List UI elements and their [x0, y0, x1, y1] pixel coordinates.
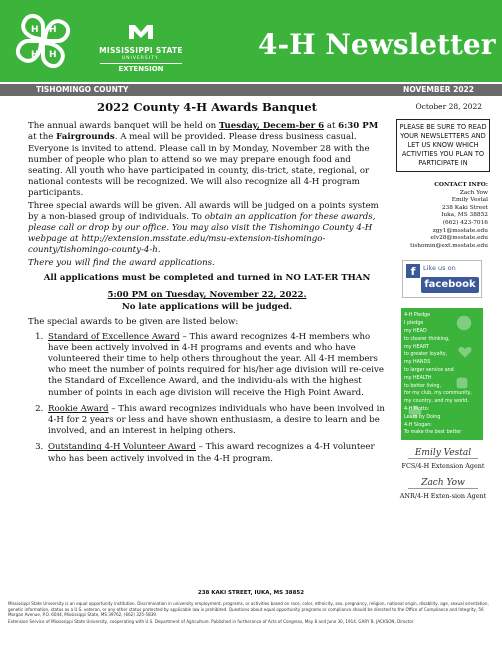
pledge-line: to better living,	[404, 383, 441, 389]
contact-email[interactable]: zgy1@msstate.edu	[432, 227, 488, 234]
text-run: Three special awards will be given. All awards will be judged on a points system by a non-biased group of individuals. To	[28, 200, 379, 222]
svg-text:H: H	[49, 50, 57, 60]
article-paragraph-1	[28, 121, 386, 199]
sidebar	[396, 102, 490, 500]
contact-line: (662) 423-7016	[442, 219, 488, 226]
agent-title: FCS/4-H Extension Agent	[401, 462, 485, 471]
pledge-line: my country, and my world.	[404, 399, 469, 405]
pledge-line: to clearer thinking,	[404, 336, 450, 342]
pledge-line: 4-H Slogan:	[404, 422, 432, 428]
award-text: – This award recognizes 4-H members who have been actively involved in 4-H programs and events and who have volunteered their time to help others throughout the year. All 4-H members who meet the number of points required for his/her age division will re-ceive the Standard of Excellence Award, and the individu-als with the highest number of points in each age division will receive the High Point Award.	[48, 331, 384, 398]
msu-name: MISSISSIPPI STATE	[99, 46, 183, 55]
4h-pledge-panel	[401, 308, 483, 440]
pledge-line: 4-H Motto:	[404, 406, 430, 412]
contact-info	[396, 182, 490, 250]
4h-clover-logo	[8, 6, 78, 76]
pledge-line: my HEALTH	[404, 375, 432, 381]
award-name: Standard of Excellence Award	[48, 331, 180, 342]
pledge-line: I pledge	[404, 321, 424, 327]
banquet-place: Fairgrounds	[56, 132, 115, 143]
contact-line: Iuka, MS 38852	[441, 212, 488, 219]
svg-text:H: H	[31, 25, 39, 35]
award-text: – This award recognizes a 4-H volunteer who has been actively involved in the 4-H program.	[48, 442, 375, 464]
extension-statement: Extension Service of Mississippi State University, cooperating with U.S. Department of Agriculture. Published in furtherance of Acts of Congress, May 8 and June 30, 1914. GARY B. JACKSON, Director	[8, 618, 414, 624]
signature-block-1	[396, 448, 490, 470]
facebook-badge[interactable]	[402, 260, 482, 298]
msu-subtitle: UNIVERSITY.	[121, 56, 161, 61]
deadline-line-1: All applications must be completed and turned in NO LAT-ER THAN	[43, 272, 371, 283]
pledge-line: my HEAD	[404, 328, 427, 334]
issue-bar	[0, 84, 502, 96]
masthead-banner	[0, 0, 502, 82]
banquet-date: Tuesday, Decem-ber 6	[218, 121, 325, 132]
article-paragraph-2	[28, 201, 386, 257]
facebook-wordmark: facebook	[421, 277, 479, 293]
list-item	[46, 404, 386, 438]
legal-footer	[8, 601, 494, 624]
list-item	[46, 442, 386, 464]
text-run: The annual awards banquet will be held on	[28, 121, 219, 132]
pledge-line: 4-H Pledge	[404, 313, 431, 319]
signature: Zach Yow	[408, 478, 478, 489]
pledge-line: my HANDS	[404, 360, 431, 366]
svg-text:H: H	[49, 25, 57, 35]
article-paragraph-3: There you will find the award applications.	[28, 257, 215, 268]
award-text: – This award recognizes individuals who have been involved in 4-H for 2 years or less and have shown enthusiasm, a desire to learn and be involved, and an interest in helping others.	[48, 403, 385, 437]
msu-extension-label: EXTENSION	[100, 63, 182, 73]
contact-email[interactable]: tishomin@ext.msstate.edu	[410, 242, 488, 249]
contact-label: CONTACT INFO:	[434, 182, 488, 188]
awards-intro: The special awards to be given are listed below:	[28, 317, 239, 328]
awards-list	[46, 332, 386, 465]
deadline-line-2: 5:00 PM on Tuesday, November 22, 2022.	[107, 290, 307, 301]
text-run: at	[324, 121, 339, 132]
office-address: 238 KAKI STREET, IUKA, MS 38852	[197, 590, 305, 596]
pledge-line: To make the best better	[404, 430, 462, 436]
contact-line: 238 Kaki Street	[441, 204, 488, 211]
reminder-box: PLEASE BE SURE TO READ YOUR NEWSLETTERS AND LET US KNOW WHICH ACTIVITIES YOU PLAN TO PARTICIPATE IN	[396, 119, 490, 172]
text-run: at the	[28, 132, 57, 143]
agent-title: ANR/4-H Exten-sion Agent	[399, 492, 487, 501]
contact-email[interactable]: elv28@msstate.edu	[430, 235, 488, 242]
award-name: Outstanding 4-H Volunteer Award	[48, 442, 196, 453]
deadline-line-3: No late applications will be judged.	[121, 302, 293, 313]
svg-text:H: H	[31, 50, 39, 60]
county-name: TISHOMINGO COUNTY	[36, 85, 129, 94]
sidebar-date: October 28, 2022	[415, 102, 482, 111]
banquet-time: 6:30 PM	[338, 121, 379, 132]
pledge-line: for my club, my community,	[404, 391, 472, 397]
award-name: Rookie Award	[48, 403, 109, 414]
facebook-icon: f	[406, 264, 420, 278]
pledge-line: Learn by Doing	[404, 414, 441, 420]
contact-line: Emily Vestal	[451, 197, 488, 204]
pledge-line: to greater loyalty,	[404, 352, 448, 358]
webpage-link-text[interactable]: obtain an application for these awards, please call or drop by our office. You may also visit the Tishomingo County 4-H webpage at http://extension.msstate.edu/msu-extension-tishomingo-county/tishomingo-county-4-h.	[28, 211, 376, 256]
msu-extension-logo	[86, 22, 196, 73]
signature: Emily Vestal	[408, 448, 478, 459]
contact-line: Zach Yow	[459, 189, 488, 196]
newsletter-title: 4-H Newsletter	[258, 28, 496, 61]
article-title: 2022 County 4-H Awards Banquet	[97, 100, 317, 114]
facebook-like-text: Like us on	[423, 264, 456, 273]
nondiscrimination-statement: Mississippi State University is an equal opportunity institution. Discrimination in university employment, programs, or activities based on race, color, ethnicity, sex, pregnancy, religion, national origin, disability, age, sexual orientation, genetic information, status as a U.S. veteran, or any other status protected by applicable law is prohibited. Questions about equal opportunity programs or compliance should be directed to the Office of Compliance and Integrity, 56 Morgan Avenue, P.O. 6044, Mississippi State, MS 39762, (662) 325-5839.	[8, 601, 489, 618]
signature-block-2	[396, 478, 490, 500]
text-run: . A meal will be provided. Please dress business casual. Everyone is invited to attend. Please call in by Monday, November 28 with the number of people who plan to attend so we may prepare enough food and seating. All youth who have participated in county, dis-trict, state, regional, or national contests will be recognized. We will also recognize all 4-H program participants.	[28, 132, 370, 199]
msu-m-icon	[127, 22, 155, 40]
issue-date: NOVEMBER 2022	[403, 85, 474, 94]
pledge-line: my HEART	[404, 344, 429, 350]
list-item	[46, 332, 386, 399]
article	[28, 102, 386, 470]
pledge-line: to larger service and	[404, 367, 454, 373]
